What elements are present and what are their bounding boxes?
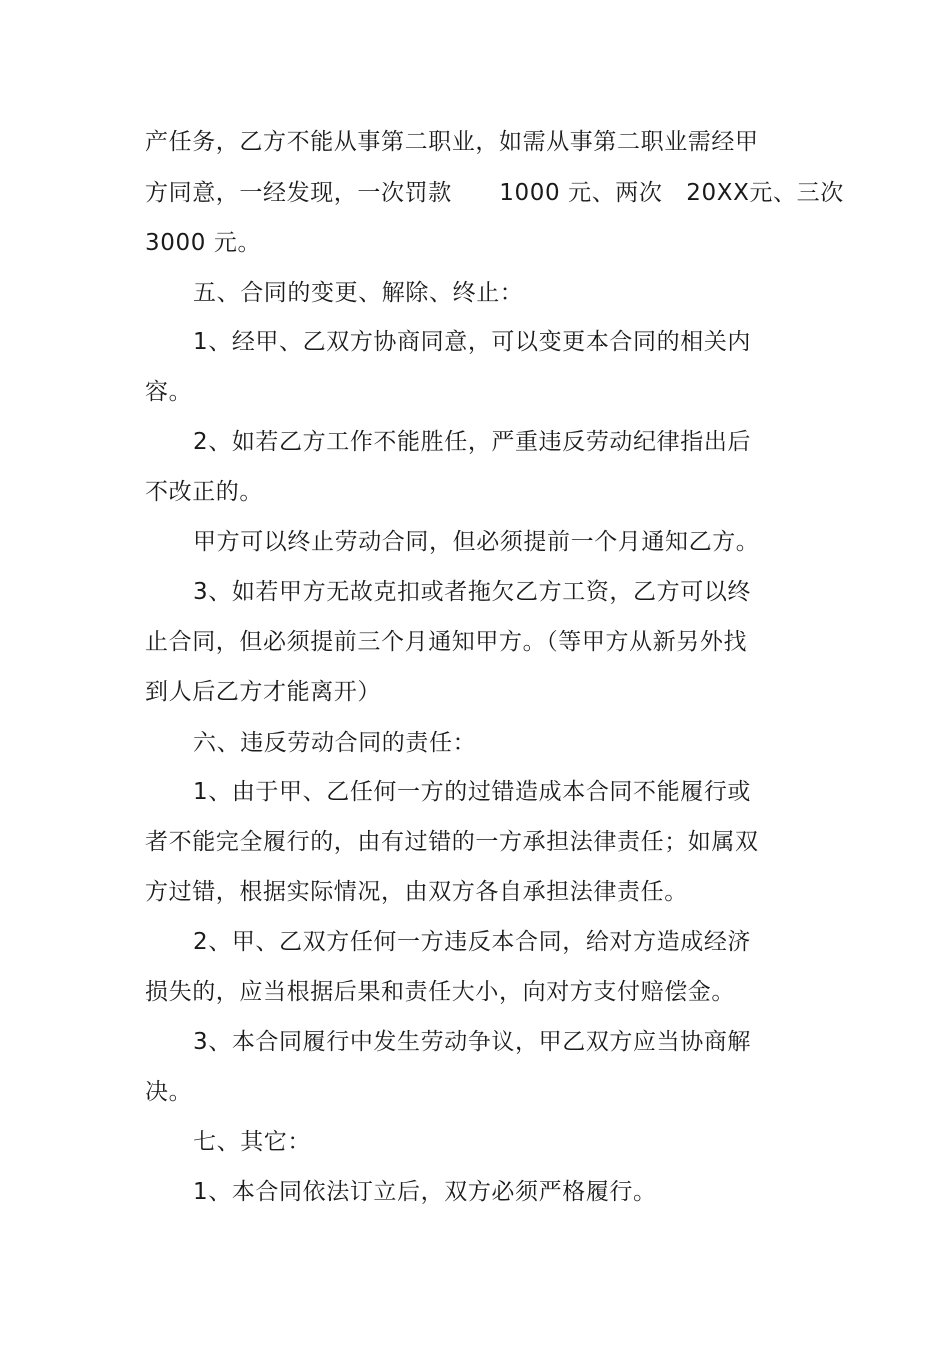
clause-line: 1、由于甲、乙任何一方的过错造成本合同不能履行或 <box>193 779 752 805</box>
paragraph-line: 产任务，乙方不能从事第二职业，如需从事第二职业需经甲 <box>145 129 759 155</box>
clause-line: 容。 <box>145 379 193 405</box>
clause-line: 3、本合同履行中发生劳动争议，甲乙双方应当协商解 <box>193 1029 752 1055</box>
clause-line: 损失的，应当根据后果和责任大小，向对方支付赔偿金。 <box>145 979 735 1005</box>
clause-line: 不改正的。 <box>145 479 263 505</box>
clause-line: 止合同，但必须提前三个月通知甲方。（等甲方从新另外找 <box>145 629 748 655</box>
clause-line: 2、如若乙方工作不能胜任，严重违反劳动纪律指出后 <box>193 429 752 455</box>
clause-line: 决。 <box>145 1079 193 1105</box>
clause-line: 1、本合同依法订立后，双方必须严格履行。 <box>193 1179 657 1205</box>
section-heading: 五、合同的变更、解除、终止： <box>193 280 524 306</box>
clause-line: 者不能完全履行的，由有过错的一方承担法律责任；如属双 <box>145 829 759 855</box>
paragraph-line: 3000 元。 <box>145 230 262 256</box>
clause-line: 3、如若甲方无故克扣或者拖欠乙方工资，乙方可以终 <box>193 579 752 605</box>
section-heading: 六、违反劳动合同的责任： <box>193 730 477 756</box>
clause-line: 到人后乙方才能离开） <box>145 679 381 705</box>
clause-line: 甲方可以终止劳动合同，但必须提前一个月通知乙方。 <box>193 529 760 555</box>
clause-line: 1、经甲、乙双方协商同意，可以变更本合同的相关内 <box>193 329 752 355</box>
paragraph-line: 方同意，一经发现，一次罚款 1000 元、两次 20XX元、三次 <box>145 180 844 206</box>
clause-line: 方过错，根据实际情况，由双方各自承担法律责任。 <box>145 879 688 905</box>
section-heading: 七、其它： <box>193 1129 311 1155</box>
clause-line: 2、甲、乙双方任何一方违反本合同，给对方造成经济 <box>193 929 752 955</box>
